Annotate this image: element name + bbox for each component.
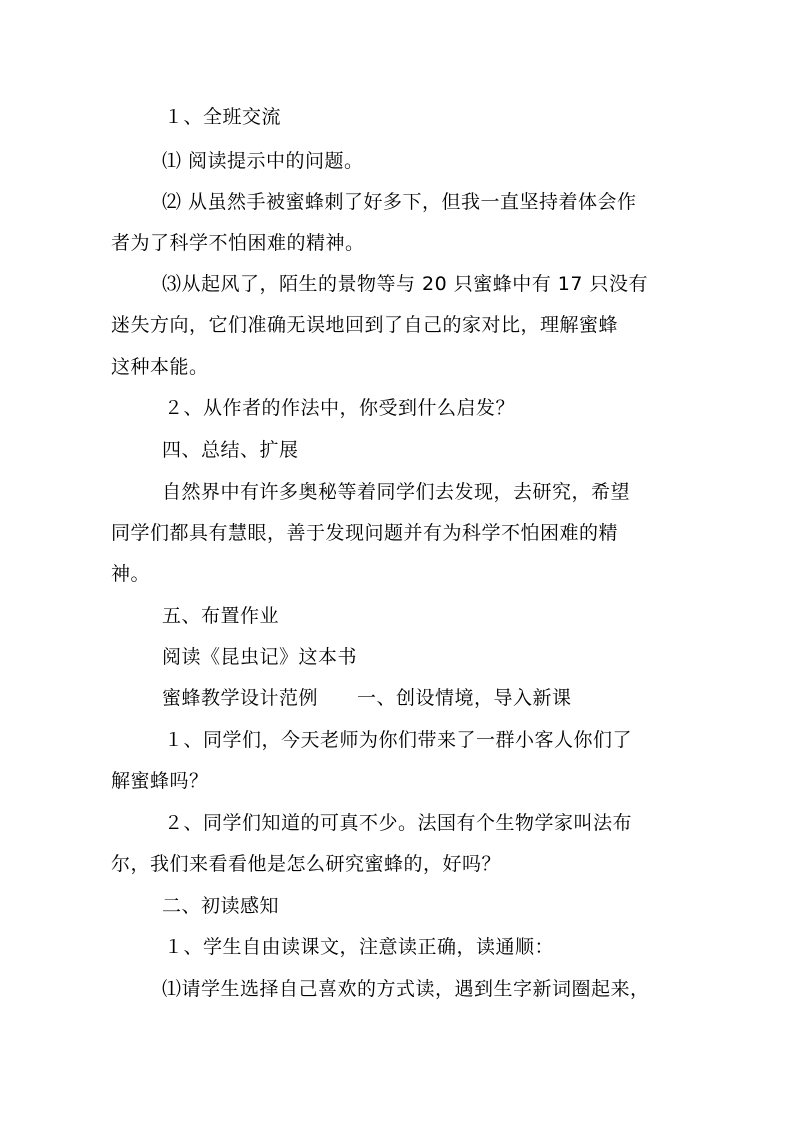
sub-item-line: ⑴请学生选择自己喜欢的方式读，遇到生字新词圈起来， bbox=[162, 978, 650, 1000]
sub-item-line: ⑵ 从虽然手被蜜蜂刺了好多下，但我一直坚持着体会作 bbox=[162, 191, 637, 213]
section-item-line: １、全班交流 bbox=[164, 106, 282, 128]
sub-item-line: ⑶从起风了，陌生的景物等与 20 只蜜蜂中有 17 只没有 bbox=[162, 273, 649, 295]
section-item-line: ２、同学们知道的可真不少。法国有个生物学家叫法布 bbox=[164, 812, 633, 834]
section-item-line: １、同学们，今天老师为你们带来了一群小客人你们了 bbox=[164, 729, 633, 751]
continuation-line: 神。 bbox=[111, 563, 151, 585]
continuation-line: 者为了科学不怕困难的精神。 bbox=[111, 232, 365, 254]
sub-item-line: ⑴ 阅读提示中的问题。 bbox=[162, 150, 364, 172]
section-item-line: １、学生自由读课文，注意读正确，读通顺： bbox=[164, 936, 555, 958]
continuation-line: 解蜜蜂吗？ bbox=[111, 770, 209, 792]
continuation-line: 这种本能。 bbox=[111, 356, 209, 378]
continuation-line: 同学们都具有慧眼，善于发现问题并有为科学不怕困难的精 bbox=[111, 522, 619, 544]
section-item-line: ２、从作者的作法中，你受到什么启发？ bbox=[164, 397, 516, 419]
paragraph-line: 自然界中有许多奥秘等着同学们去发现，去研究，希望 bbox=[162, 481, 631, 503]
continuation-line: 迷失方向，它们准确无误地回到了自己的家对比，理解蜜蜂 bbox=[111, 314, 619, 336]
section-heading: 四、总结、扩展 bbox=[162, 439, 299, 461]
section-heading: 二、初读感知 bbox=[162, 895, 280, 917]
section-heading: 蜜蜂教学设计范例 一、创设情境，导入新课 bbox=[162, 687, 572, 709]
continuation-line: 尔，我们来看看他是怎么研究蜜蜂的，好吗？ bbox=[111, 853, 502, 875]
section-heading: 五、布置作业 bbox=[162, 605, 280, 627]
paragraph-line: 阅读《昆虫记》这本书 bbox=[162, 646, 358, 668]
